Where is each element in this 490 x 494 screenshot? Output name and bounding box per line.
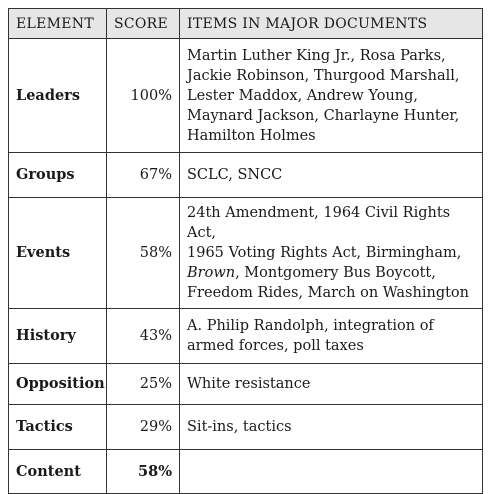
table-row-total-content xyxy=(9,450,483,494)
table-row-leaders xyxy=(9,39,483,153)
items-line: Sit-ins, tactics xyxy=(187,419,292,435)
score-cell: 100% xyxy=(107,39,180,153)
element-cell: Leaders xyxy=(9,39,107,153)
items-line: armed forces, poll taxes xyxy=(187,338,364,354)
total-score-cell: 58% xyxy=(107,450,180,494)
element-cell: Opposition xyxy=(9,364,107,405)
element-cell: Tactics xyxy=(9,405,107,450)
score-cell: 43% xyxy=(107,309,180,364)
scores-table-container xyxy=(8,8,483,494)
table-row-groups xyxy=(9,153,483,198)
items-line: Jackie Robinson, Thurgood Marshall, xyxy=(187,67,460,84)
score-cell: 58% xyxy=(107,198,180,309)
items-line: Lester Maddox, Andrew Young, xyxy=(187,87,419,104)
score-cell: 25% xyxy=(107,364,180,405)
items-cell xyxy=(180,39,483,153)
items-line: 1965 Voting Rights Act, Birmingham, xyxy=(187,245,462,261)
items-line-rest: , Montgomery Bus Boycott, xyxy=(235,265,436,281)
items-line: White resistance xyxy=(187,376,311,392)
header-row xyxy=(9,9,483,39)
items-line: Martin Luther King Jr., Rosa Parks, xyxy=(187,47,446,64)
table-row-history xyxy=(9,309,483,364)
total-element-cell: Content xyxy=(9,450,107,494)
items-line: 24th Amendment, 1964 Civil Rights Act, xyxy=(187,205,451,241)
items-line: A. Philip Randolph, integration of xyxy=(187,318,434,334)
items-line: Freedom Rides, March on Washington xyxy=(187,285,469,301)
items-cell xyxy=(180,364,483,405)
items-cell xyxy=(180,405,483,450)
items-cell xyxy=(180,309,483,364)
element-cell: Events xyxy=(9,198,107,309)
items-line: Hamilton Holmes xyxy=(187,127,316,144)
score-cell: 29% xyxy=(107,405,180,450)
header-element: ELEMENT xyxy=(9,9,107,39)
element-cell: History xyxy=(9,309,107,364)
items-cell xyxy=(180,153,483,198)
header-score: SCORE xyxy=(107,9,180,39)
table-row-events xyxy=(9,198,483,309)
total-empty-cell xyxy=(180,450,483,494)
items-line: SCLC, SNCC xyxy=(187,167,283,183)
table-row-opposition xyxy=(9,364,483,405)
items-line: Maynard Jackson, Charlayne Hunter, xyxy=(187,107,460,124)
items-line xyxy=(187,263,475,283)
score-cell: 67% xyxy=(107,153,180,198)
header-items: ITEMS IN MAJOR DOCUMENTS xyxy=(180,9,483,39)
element-cell: Groups xyxy=(9,153,107,198)
items-italic-case-name: Brown xyxy=(187,265,236,281)
table-row-tactics xyxy=(9,405,483,450)
civil-rights-content-scores-table xyxy=(8,8,483,494)
items-cell xyxy=(180,198,483,309)
